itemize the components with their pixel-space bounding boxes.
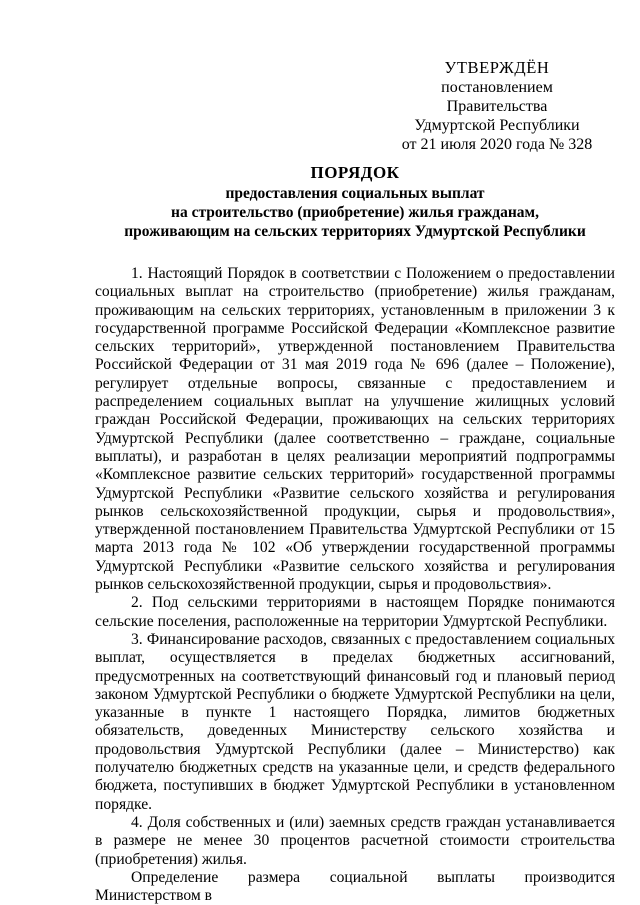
- paragraph-1: 1. Настоящий Порядок в соответствии с Положением о предоставлении социальных выплат на строительство (приобретение) жилья гражданам, проживающим на сельских территориях, установленным в приложении 3 к государственной программе Российской Федерации «Комплексное развитие сельских территорий», утвержденной постановлением Правительства Российской Федерации от 31 мая 2019 года № 696 (далее – Положение), регулирует отдельные вопросы, связанные с предоставлением и распределением социальных выплат на улучшение жилищных условий граждан Российской Федерации, проживающих на сельских территориях Удмуртской Республики (далее соответственно – граждане, социальные выплаты), и разработан в целях реализации мероприятий подпрограммы «Комплексное развитие сельских территорий» государственной программы Удмуртской Республики «Развитие сельского хозяйства и регулирования рынков сельскохозяйственной продукции, сырья и продовольствия», утвержденной постановлением Правительства Удмуртской Республики от 15 марта 2013 года № 102 «Об утверждении государственной программы Удмуртской Республики «Развитие сельского хозяйства и регулирования рынков сельскохозяйственной продукции, сырья и продовольствия».: [95, 265, 615, 594]
- document-title: [95, 162, 615, 241]
- paragraph-3: 3. Финансирование расходов, связанных с предоставлением социальных выплат, осуществляется в пределах бюджетных ассигнований, предусмотренных на соответствующий финансовый год и плановый период законом Удмуртской Республики о бюджете Удмуртской Республики на цели, указанные в пункте 1 настоящего Порядка, лимитов бюджетных обязательств, доведенных Министерству сельского хозяйства и продовольствия Удмуртской Республики (далее – Министерство) как получателю бюджетных средств на указанные цели, и средств федерального бюджета, поступивших в бюджет Удмуртской Республики в установленном порядке.: [95, 630, 615, 813]
- approval-line-3: от 21 июля 2020 года № 328: [401, 136, 593, 153]
- document-body: [95, 265, 615, 905]
- paragraph-5: Определение размера социальной выплаты производится Министерством в: [95, 868, 615, 905]
- approval-line-1: постановлением Правительства: [441, 79, 553, 115]
- paragraph-4: 4. Доля собственных и (или) заемных средств граждан устанавливается в размере не менее 30 процентов расчетной стоимости строительства (приобретения) жилья.: [95, 813, 615, 868]
- approval-heading: УТВЕРЖДЁН: [444, 58, 550, 77]
- title-line-1: предоставления социальных выплат: [225, 185, 485, 202]
- title-main: ПОРЯДОК: [310, 163, 400, 182]
- paragraph-2: 2. Под сельскими территориями в настоящем Порядке понимаются сельские поселения, расположенные на территории Удмуртской Республики.: [95, 594, 615, 630]
- title-line-3: проживающим на сельских территориях Удмуртской Республики: [124, 223, 586, 240]
- approval-line-2: Удмуртской Республики: [414, 117, 580, 134]
- title-line-2: на строительство (приобретение) жилья гражданам,: [171, 204, 539, 221]
- approval-stamp: [392, 58, 602, 154]
